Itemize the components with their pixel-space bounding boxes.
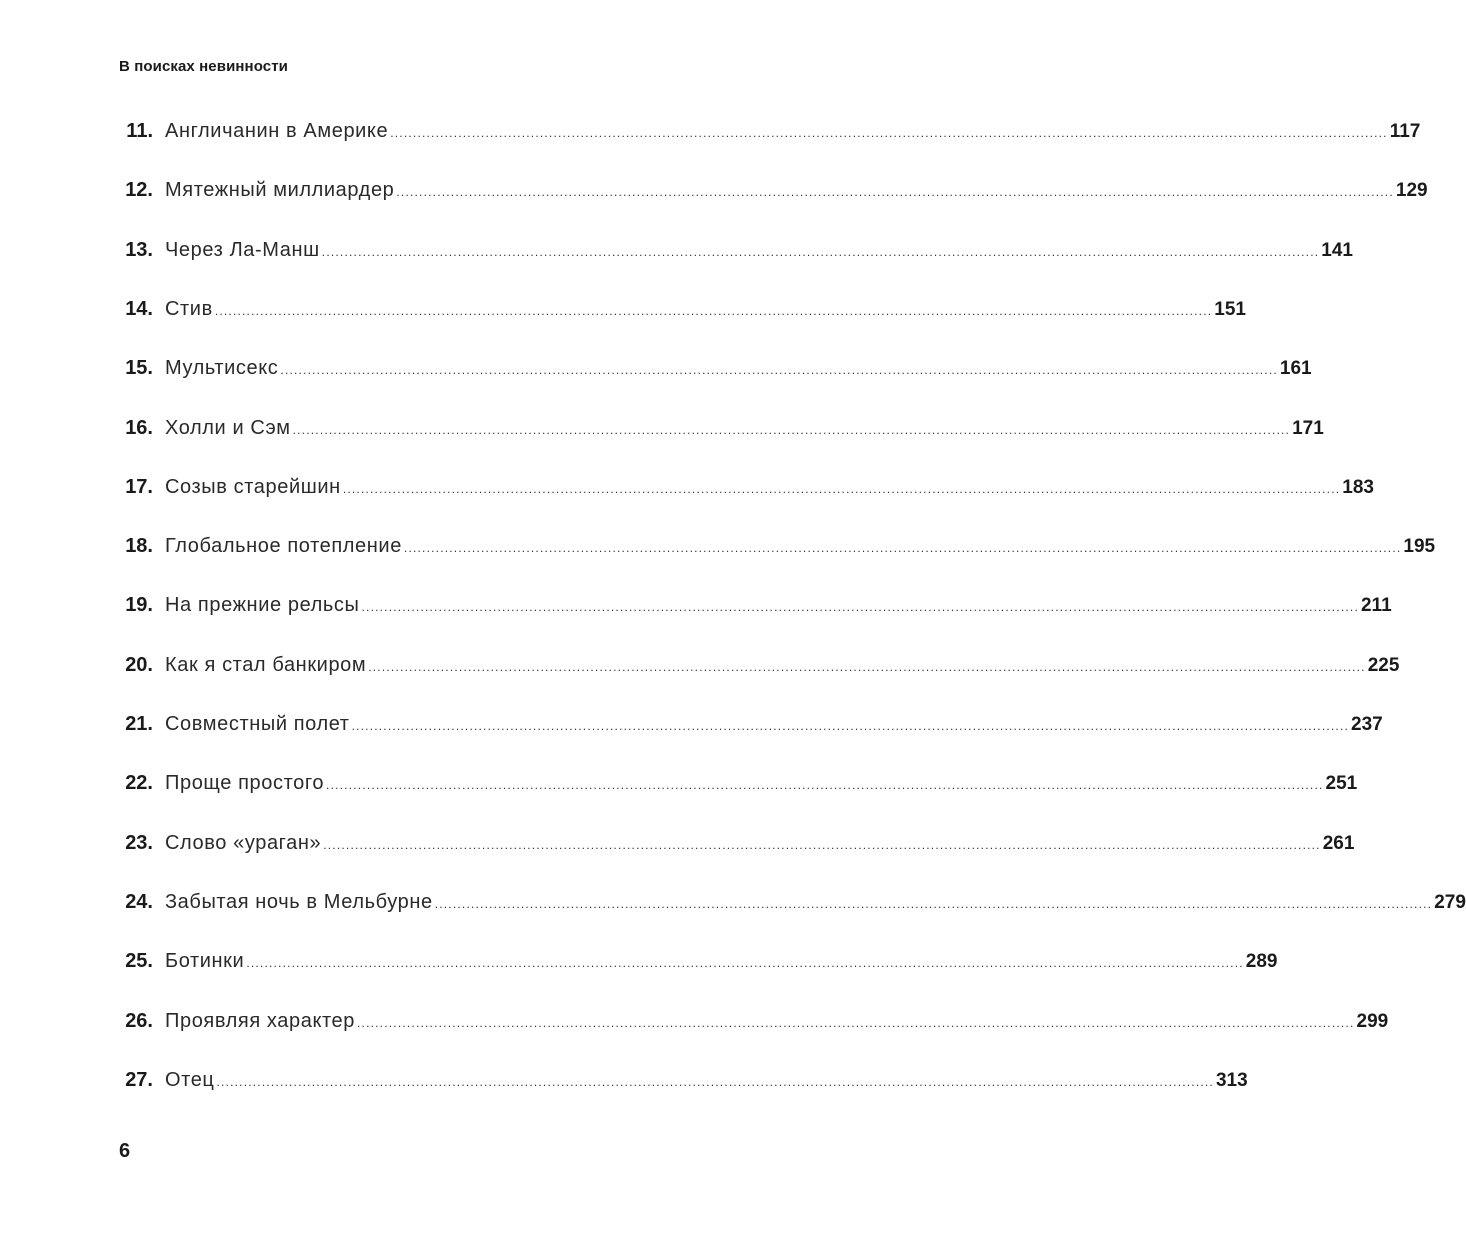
chapter-number: 15. (125, 357, 153, 379)
chapter-number: 13. (125, 239, 153, 261)
chapter-number: 17. (125, 476, 153, 498)
chapter-title: Совместный полет (165, 713, 350, 735)
dot-leader: ............................................................................................................................................................................................................................ (323, 838, 1321, 852)
dot-leader: ............................................................................................................................................................................................................................ (326, 778, 1324, 792)
dot-leader: ............................................................................................................................................................................................................................ (361, 600, 1359, 614)
chapter-number: 27. (125, 1069, 153, 1091)
chapter-number: 25. (125, 950, 153, 972)
chapter-title: Как я стал банкиром (165, 654, 367, 676)
chapter-title: Стив (165, 298, 213, 320)
toc-entry (110, 594, 1392, 622)
chapter-title: Глобальное потепление (165, 535, 402, 557)
toc-entry (110, 417, 1324, 445)
chapter-page-number: 141 (1321, 240, 1353, 261)
dot-leader: ............................................................................................................................................................................................................................ (342, 482, 1341, 496)
toc-entry (110, 535, 1436, 563)
chapter-page-number: 237 (1351, 714, 1383, 735)
toc-entry (110, 654, 1400, 682)
chapter-page-number: 225 (1367, 655, 1400, 676)
dot-leader: ............................................................................................................................................................................................................................ (434, 897, 1433, 911)
dot-leader: ............................................................................................................................................................................................................................ (396, 185, 1394, 199)
chapter-number: 20. (125, 654, 153, 676)
chapter-title: Англичанин в Америке (165, 120, 389, 142)
toc-entry (110, 891, 1466, 919)
dot-leader: ............................................................................................................................................................................................................................ (246, 956, 1244, 970)
chapter-page-number: 261 (1322, 833, 1355, 854)
chapter-title: Мультисекс (165, 357, 279, 379)
toc-entry (110, 120, 1421, 148)
chapter-page-number: 161 (1279, 358, 1312, 379)
chapter-page-number: 129 (1395, 180, 1428, 201)
toc-entry (110, 239, 1353, 267)
chapter-title: Мятежный миллиардер (165, 179, 395, 201)
chapter-page-number: 195 (1403, 536, 1436, 557)
dot-leader: ............................................................................................................................................................................................................................ (321, 245, 1320, 259)
chapter-number: 11. (126, 120, 153, 142)
dot-leader: ............................................................................................................................................................................................................................ (390, 126, 1388, 140)
chapter-number: 22. (125, 772, 153, 794)
toc-entry (110, 179, 1428, 207)
chapter-page-number: 279 (1434, 892, 1466, 913)
dot-leader: ............................................................................................................................................................................................................................ (351, 719, 1350, 733)
toc-entry (110, 772, 1358, 800)
chapter-title: Проще простого (165, 772, 325, 794)
toc-entry (110, 1069, 1248, 1097)
toc-entry (110, 298, 1246, 326)
toc-entry (110, 950, 1278, 978)
toc-entry (110, 357, 1312, 385)
dot-leader: ............................................................................................................................................................................................................................ (368, 660, 1366, 674)
chapter-number: 18. (125, 535, 153, 557)
toc-entry (110, 713, 1383, 741)
chapter-title: Отец (165, 1069, 215, 1091)
chapter-number: 21. (125, 713, 153, 735)
toc-entry (110, 476, 1374, 504)
chapter-number: 12. (125, 179, 153, 201)
dot-leader: ............................................................................................................................................................................................................................ (216, 1075, 1214, 1089)
chapter-page-number: 299 (1356, 1011, 1389, 1032)
chapter-page-number: 289 (1245, 951, 1278, 972)
chapter-number: 14. (125, 298, 153, 320)
chapter-number: 23. (125, 832, 153, 854)
chapter-title: Проявляя характер (165, 1010, 356, 1032)
chapter-title: Созыв старейшин (165, 476, 341, 498)
chapter-page-number: 313 (1215, 1070, 1248, 1091)
dot-leader: ............................................................................................................................................................................................................................ (292, 423, 1291, 437)
toc-entry (110, 1010, 1389, 1038)
chapter-title: Ботинки (165, 950, 245, 972)
chapter-number: 16. (125, 417, 153, 439)
chapter-title: Холли и Сэм (165, 417, 291, 439)
chapter-page-number: 183 (1342, 477, 1374, 498)
page-number: 6 (119, 1140, 131, 1162)
dot-leader: ............................................................................................................................................................................................................................ (357, 1016, 1355, 1030)
chapter-title: Забытая ночь в Мельбурне (165, 891, 433, 913)
chapter-page-number: 251 (1325, 773, 1358, 794)
chapter-page-number: 211 (1360, 595, 1392, 616)
dot-leader: ............................................................................................................................................................................................................................ (280, 363, 1278, 377)
chapter-title: На прежние рельсы (165, 594, 360, 616)
toc-entry (110, 832, 1355, 860)
chapter-number: 26. (125, 1010, 153, 1032)
chapter-page-number: 151 (1214, 299, 1246, 320)
dot-leader: ............................................................................................................................................................................................................................ (403, 541, 1402, 555)
chapter-number: 19. (125, 594, 153, 616)
chapter-page-number: 117 (1389, 121, 1421, 142)
dot-leader: ............................................................................................................................................................................................................................ (214, 304, 1213, 318)
chapter-page-number: 171 (1292, 418, 1324, 439)
chapter-number: 24. (125, 891, 153, 913)
chapter-title: Слово «ураган» (165, 832, 322, 854)
running-head: В поисках невинности (119, 58, 288, 75)
chapter-title: Через Ла-Манш (165, 239, 320, 261)
